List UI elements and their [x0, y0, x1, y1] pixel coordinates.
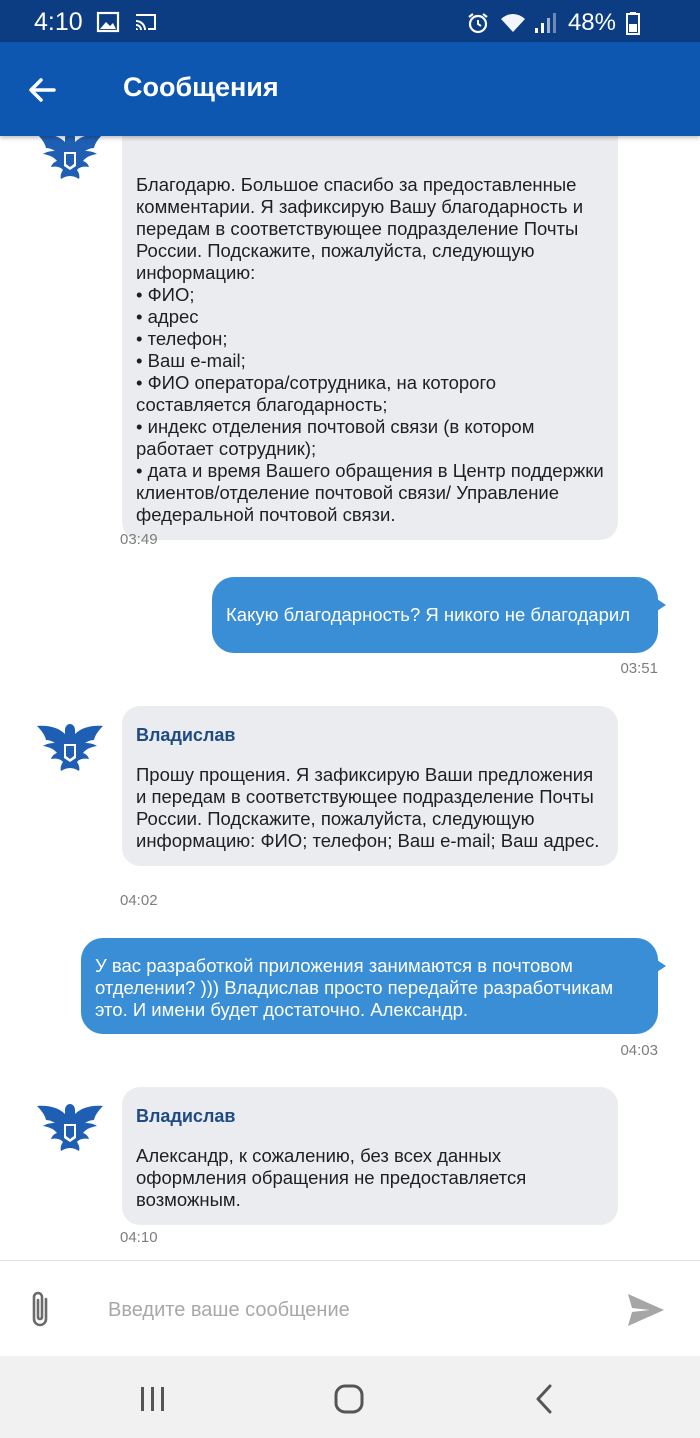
alarm-icon	[466, 11, 490, 35]
cast-icon	[134, 10, 158, 34]
app-bar	[0, 42, 700, 136]
status-time: 4:10	[34, 8, 83, 36]
wifi-icon	[500, 11, 524, 35]
message-time: 04:02	[120, 892, 158, 909]
image-icon	[96, 10, 120, 34]
arrow-left-icon[interactable]	[24, 72, 60, 108]
message-bubble-incoming	[122, 706, 618, 866]
message-sender: Владислав	[136, 1106, 236, 1126]
status-bar	[0, 0, 700, 42]
send-icon[interactable]	[626, 1291, 666, 1329]
recent-apps-icon[interactable]	[136, 1382, 170, 1416]
message-time: 04:03	[620, 1042, 658, 1059]
russian-post-eagle-icon	[34, 1098, 106, 1162]
message-text: Благодарю. Большое спасибо за предоставленные комментарии. Я зафиксирую Вашу благодарность и передам в соответствующее подразделение Почты России. Подскажите, пожалуйста, следующую информацию: • ФИО; • адрес • телефон; • Ваш e-mail; • ФИО оператора/сотрудника, на которого составляется благодарность; • индекс отделения почтовой связи (в котором работает сотрудник); • дата и время Вашего обращения в Центр поддержки клиентов/отделение почтовой связи/ Управление федеральной почтовой связи.	[136, 174, 604, 525]
system-nav-bar	[0, 1356, 700, 1438]
russian-post-eagle-icon	[34, 718, 106, 782]
back-icon[interactable]	[528, 1382, 562, 1416]
message-composer	[0, 1260, 700, 1356]
page-title: Сообщения	[123, 72, 279, 102]
message-input[interactable]	[108, 1291, 588, 1329]
battery-percent: 48%	[567, 9, 616, 36]
signal-icon	[534, 11, 558, 35]
message-sender	[136, 136, 604, 156]
message-bubble-outgoing: У вас разработкой приложения занимаются в почтовом отделении? ))) Владислав просто передайте разработчикам это. И имени будет достаточно. Александр.	[81, 938, 658, 1034]
message-text: Александр, к сожалению, без всех данных оформления обращения не предоставляется возможным.	[136, 1145, 527, 1210]
message-time: 03:49	[120, 531, 158, 548]
russian-post-eagle-icon	[34, 136, 106, 190]
home-icon[interactable]	[332, 1382, 366, 1416]
message-bubble-outgoing: Какую благодарность? Я никого не благодарил	[212, 577, 658, 653]
message-bubble-incoming	[122, 1087, 618, 1225]
message-time: 04:10	[120, 1229, 158, 1246]
message-time: 03:51	[620, 660, 658, 677]
message-text: Прошу прощения. Я зафиксирую Ваши предложения и передам в соответствующее подразделение Почты России. Подскажите, пожалуйста, следующую информацию: ФИО; телефон; Ваш e-mail; Ваш адрес.	[136, 764, 600, 851]
chat-messages[interactable]	[0, 136, 700, 1260]
message-bubble-incoming	[122, 136, 618, 540]
message-sender: Владислав	[136, 725, 236, 745]
battery-icon	[626, 11, 650, 35]
paperclip-icon[interactable]	[24, 1289, 58, 1331]
